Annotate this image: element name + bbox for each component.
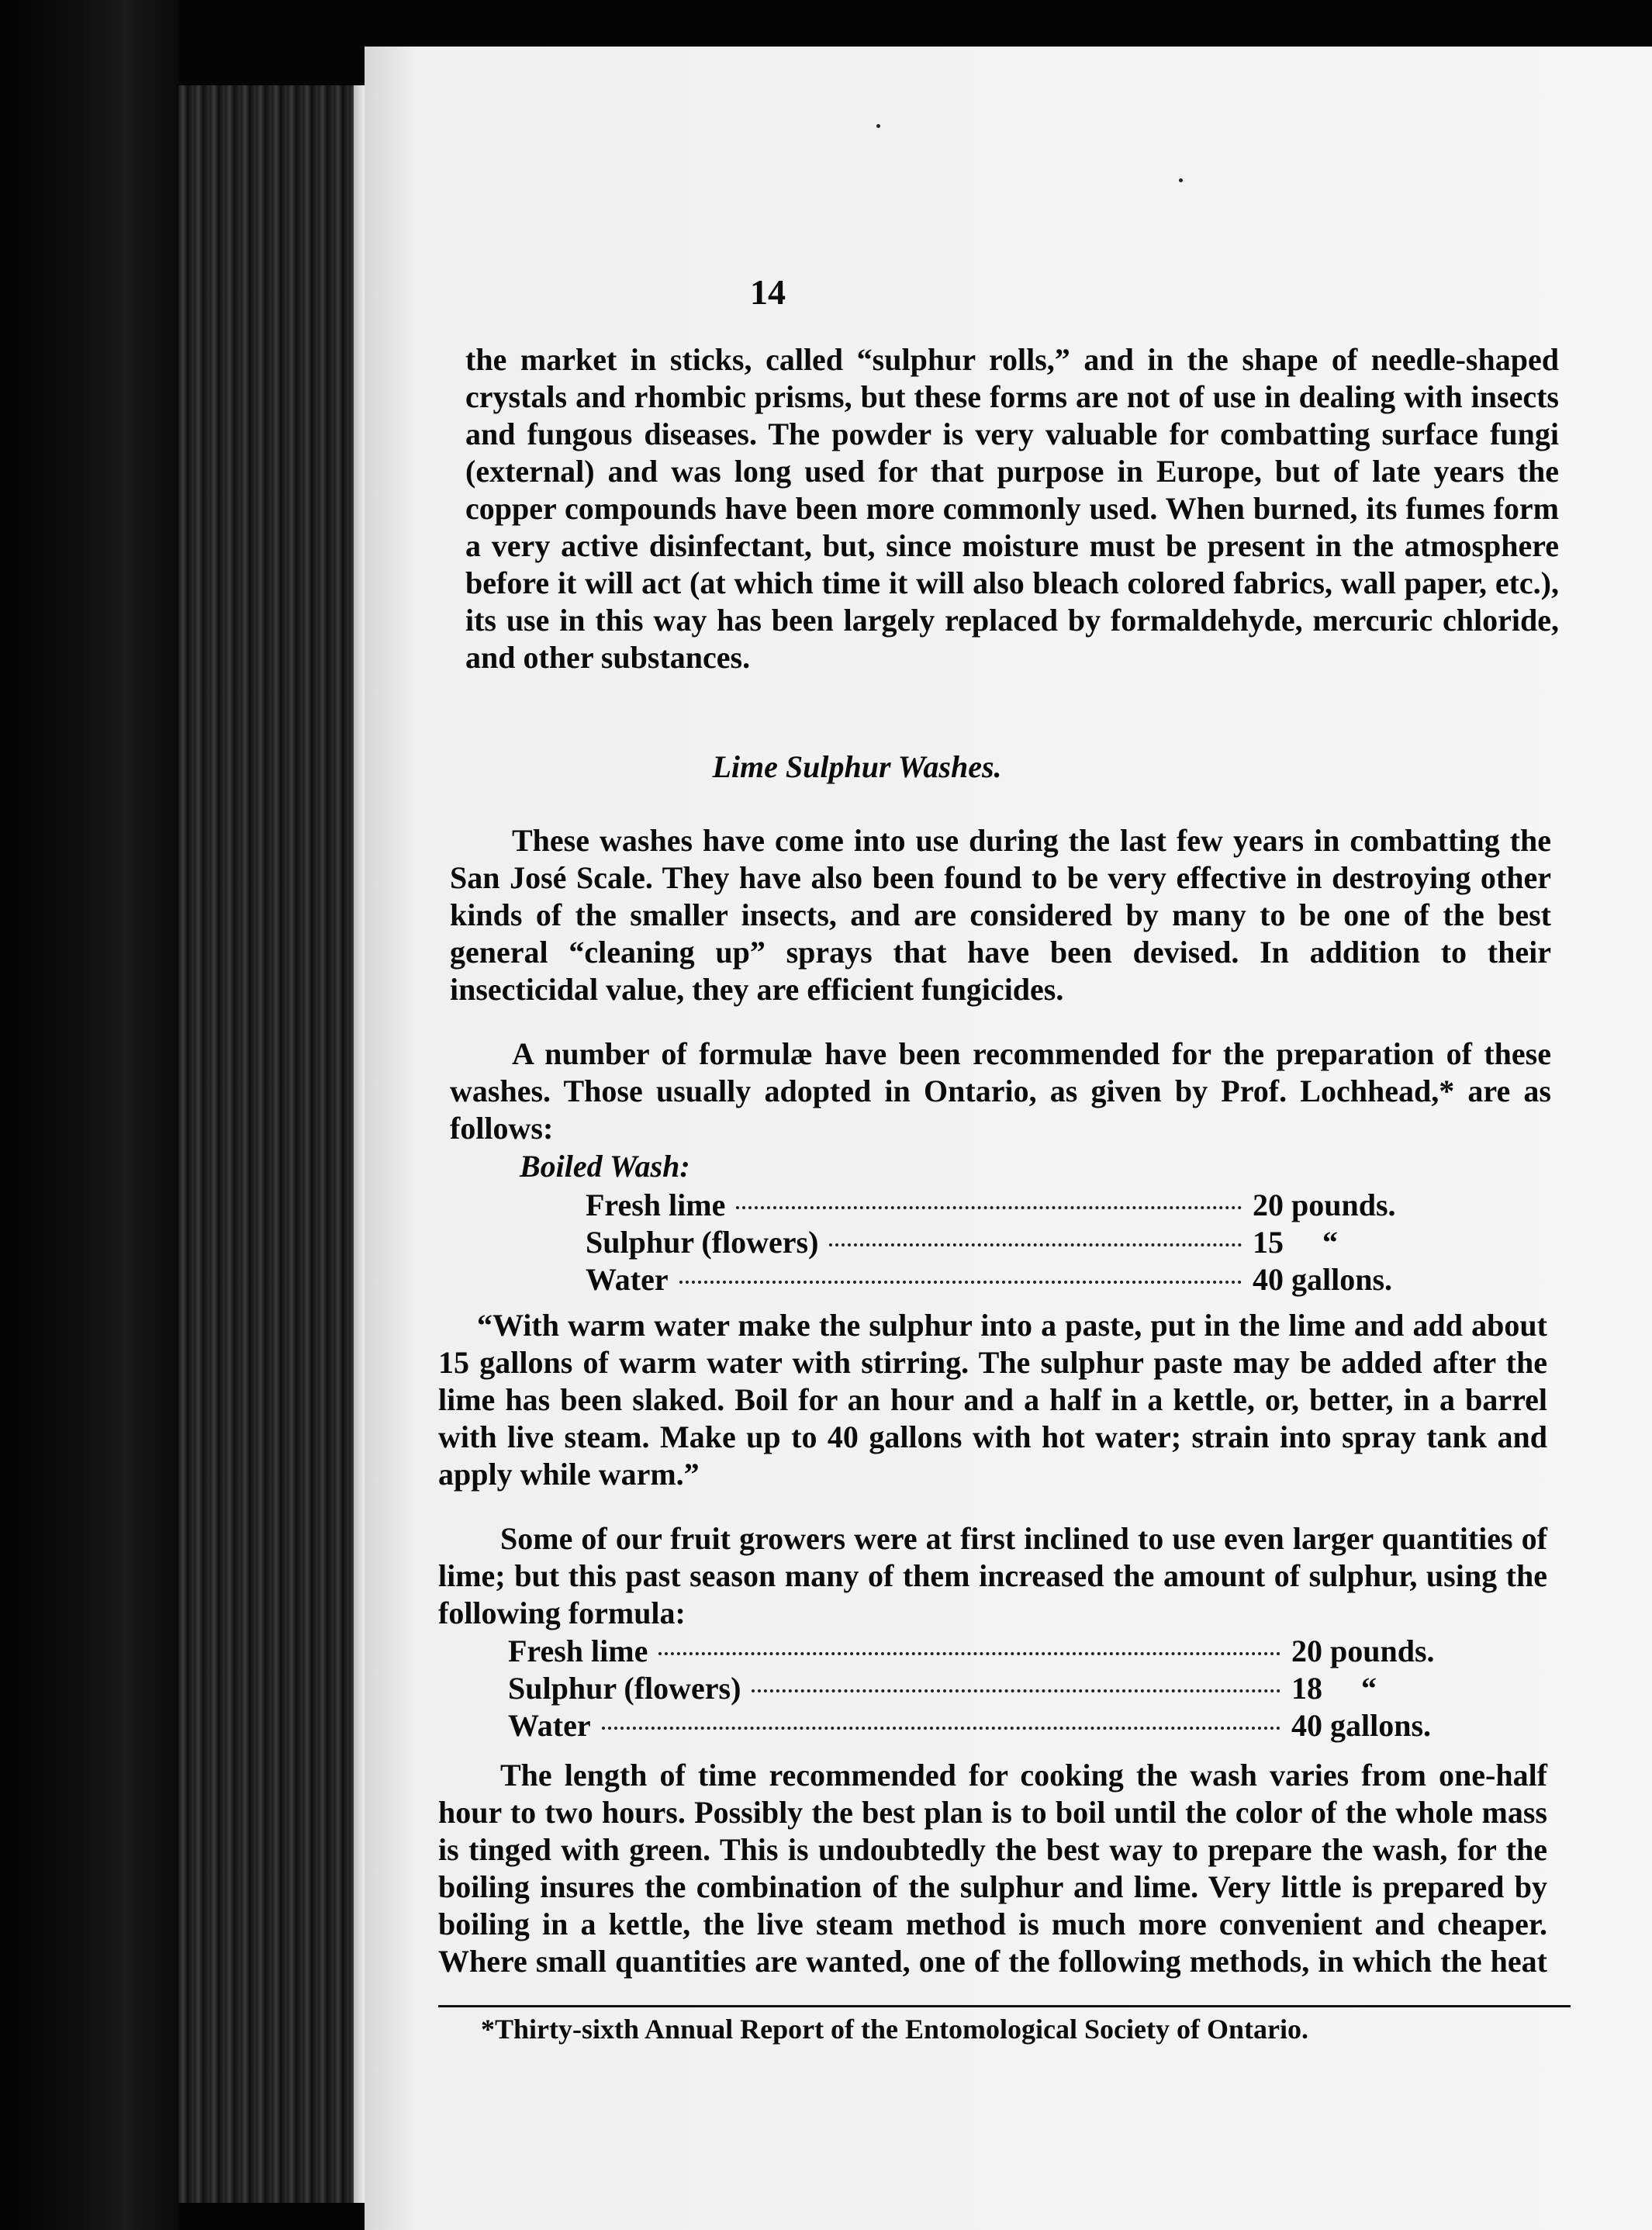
dot-leader	[829, 1243, 1242, 1246]
scan-background	[0, 0, 178, 2230]
paragraph-intro: the market in sticks, called “sulphur rolls,” and in the shape of needle-shaped crystals and rhombic prisms, but these forms are not of use in dealing with insects and fungous diseases. The powder is very valuable for combatting surface fungi (external) and was long used for that purpose in Europe, but of late years the copper compounds have been more commonly used. When burned, its fumes form a very active disinfectant, but, since moisture must be present in the atmosphere before it will act (at which time it will also bleach colored fabrics, wall paper, etc.), its use in this way has been largely replaced by formaldehyde, mercuric chloride, and other substances.	[465, 342, 1559, 675]
ingredient-name: Fresh lime	[508, 1634, 648, 1668]
book-page-edges	[178, 85, 365, 2203]
dot-leader	[658, 1652, 1280, 1655]
boiled-wash-row-lime	[586, 1187, 1446, 1224]
book-page	[365, 47, 1652, 2230]
boiled-wash-label: Boiled Wash:	[520, 1149, 690, 1184]
formula-row-water	[508, 1707, 1485, 1744]
footnote-divider	[438, 2005, 1571, 2007]
ingredient-quantity: 40 gallons.	[1291, 1708, 1432, 1743]
formula-row-lime	[508, 1633, 1485, 1670]
ingredient-name: Water	[508, 1708, 591, 1743]
ingredient-name: Water	[586, 1262, 669, 1297]
ingredient-name: Sulphur (flowers)	[508, 1671, 741, 1706]
ingredient-quantity: 20 pounds.	[1253, 1188, 1396, 1222]
paragraph-instructions: “With warm water make the sulphur into a paste, put in the lime and add about 15 gallons of warm water with stirring. The sulphur paste may be added after the lime has been slaked. Boil for an hour and a half in a kettle, or, better, in a barrel with live steam. Make up to 40 gallons with hot water; strain into spray tank and apply while warm.”	[438, 1308, 1547, 1492]
ingredient-name: Sulphur (flowers)	[586, 1225, 819, 1260]
ingredient-name: Fresh lime	[586, 1188, 726, 1222]
page-number: 14	[750, 272, 786, 312]
paragraph-washes: These washes have come into use during the last few years in combatting the San José Scale. They have also been found to be very effective in destroying other kinds of the smaller insects, and are considered by many to be one of the best general “cleaning up” sprays that have been devised. In addition to their insecticidal value, they are efficient fungicides.	[450, 823, 1551, 1007]
dot-leader	[679, 1281, 1242, 1284]
ingredient-quantity: 20 pounds.	[1291, 1634, 1435, 1668]
ingredient-quantity: 40 gallons.	[1253, 1262, 1393, 1297]
ingredient-quantity: 18 “	[1291, 1671, 1377, 1706]
boiled-wash-row-water	[586, 1261, 1446, 1298]
ingredient-quantity: 15 “	[1253, 1225, 1338, 1260]
paragraph-formulae: A number of formulæ have been recommended for the preparation of these washes. Those usually adopted in Ontario, as given by Prof. Lochhead,* are as follows:	[450, 1036, 1551, 1146]
scan-speck	[876, 124, 880, 128]
dot-leader	[752, 1689, 1280, 1692]
paragraph-cooking: The length of time recommended for cooking the wash varies from one-half hour to two hours. Possibly the best plan is to boil until the color of the whole mass is tinged with green. This is undoubtedly the best way to prepare the wash, for the boiling insures the combination of the sulphur and lime. Very little is prepared by boiling in a kettle, the live steam method is much more convenient and cheaper. Where small quantities are wanted, one of the following methods, in which the heat	[438, 1758, 1547, 1979]
footnote: *Thirty-sixth Annual Report of the Entomological Society of Ontario.	[481, 2014, 1308, 2045]
boiled-wash-row-sulphur	[586, 1224, 1446, 1261]
dot-leader	[736, 1206, 1242, 1209]
scan-speck	[1179, 178, 1183, 182]
section-heading: Lime Sulphur Washes.	[712, 749, 1002, 784]
formula-row-sulphur	[508, 1670, 1485, 1707]
paragraph-growers: Some of our fruit growers were at first inclined to use even larger quantities of lime; but this past season many of them increased the amount of sulphur, using the following formula:	[438, 1521, 1547, 1630]
dot-leader	[602, 1727, 1280, 1730]
